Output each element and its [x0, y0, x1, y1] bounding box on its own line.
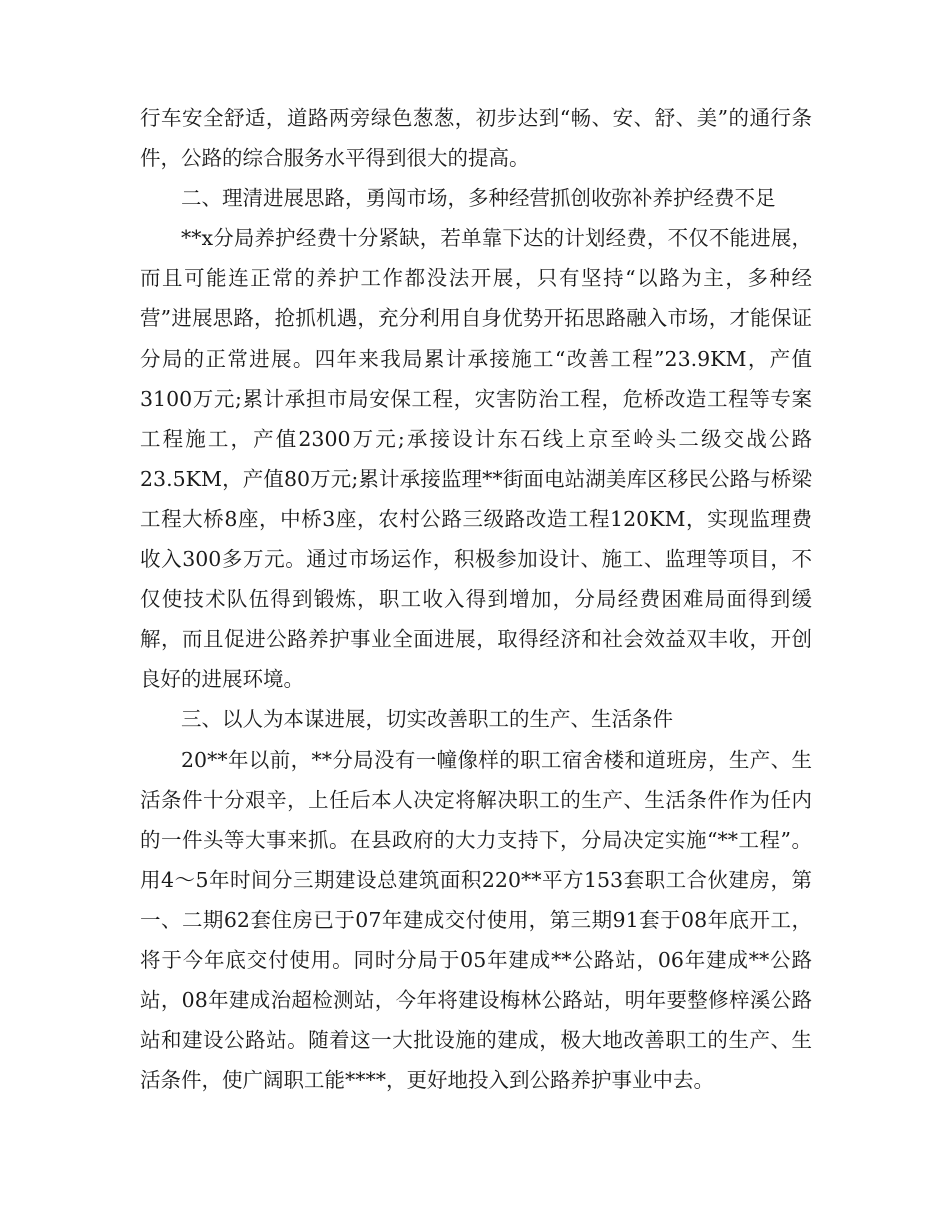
section-heading-3: 三、以人为本谋进展，切实改善职工的生产、生活条件 — [181, 707, 673, 732]
paragraph-section-3-body: 20**年以前，**分局没有一幢像样的职工宿舍楼和道班房，生产、生活条件十分艰辛，上任后本人决定将解决职工的生产、生活条件作为任内的一件头等大事来抓。在县政府的大力支持下，分局决定实施“**工程”。用4～5年时间分三期建设总建筑面积220**平方153套职工合伙建房，第一、二期62套住房已于07年建成交付使用，第三期91套于08年底开工，将于今年底交付使用。同时分局于05年建成**公路站，06年建成**公路站，08年建成治超检测站，今年将建设梅林公路站，明年要整修梓溪公路站和建设公路站。随着这一大批设施的建成，极大地改善职工的生产、生活条件，使广阔职工能****，更好地投入到公路养护事业中去。 — [140, 747, 812, 1093]
paragraph-section-2-body: **x分局养护经费十分紧缺，若单靠下达的计划经费，不仅不能进展，而且可能连正常的养护工作都没法开展，只有坚持“以路为主，多种经营”进展思路，抢抓机遇，充分利用自身优势开拓思路融入市场，才能保证分局的正常进展。四年来我局累计承接施工“改善工程”23.9KM，产值3100万元;累计承担市局安保工程，灾害防治工程，危桥改造工程等专案工程施工，产值2300万元;承接设计东石线上京至岭头二级交战公路23.5KM，产值80万元;累计承接监理**街面电站湖美库区移民公路与桥梁工程大桥8座，中桥3座，农村公路三级路改造工程120KM，实现监理费收入300多万元。通过市场运作，积极参加设计、施工、监理等项目，不仅使技术队伍得到锻炼，职工收入得到增加，分局经费困难局面得到缓解，而且促进公路养护事业全面进展，取得经济和社会效益双丰收，开创良好的进展环境。 — [140, 226, 812, 692]
section-heading-2: 二、理清进展思路，勇闯市场，多种经营抓创收弥补养护经费不足 — [181, 186, 776, 211]
paragraph-continuation: 行车安全舒适，道路两旁绿色葱葱，初步达到“畅、安、舒、美”的通行条件，公路的综合服务水平得到很大的提高。 — [140, 106, 812, 171]
document-page — [140, 98, 812, 1100]
